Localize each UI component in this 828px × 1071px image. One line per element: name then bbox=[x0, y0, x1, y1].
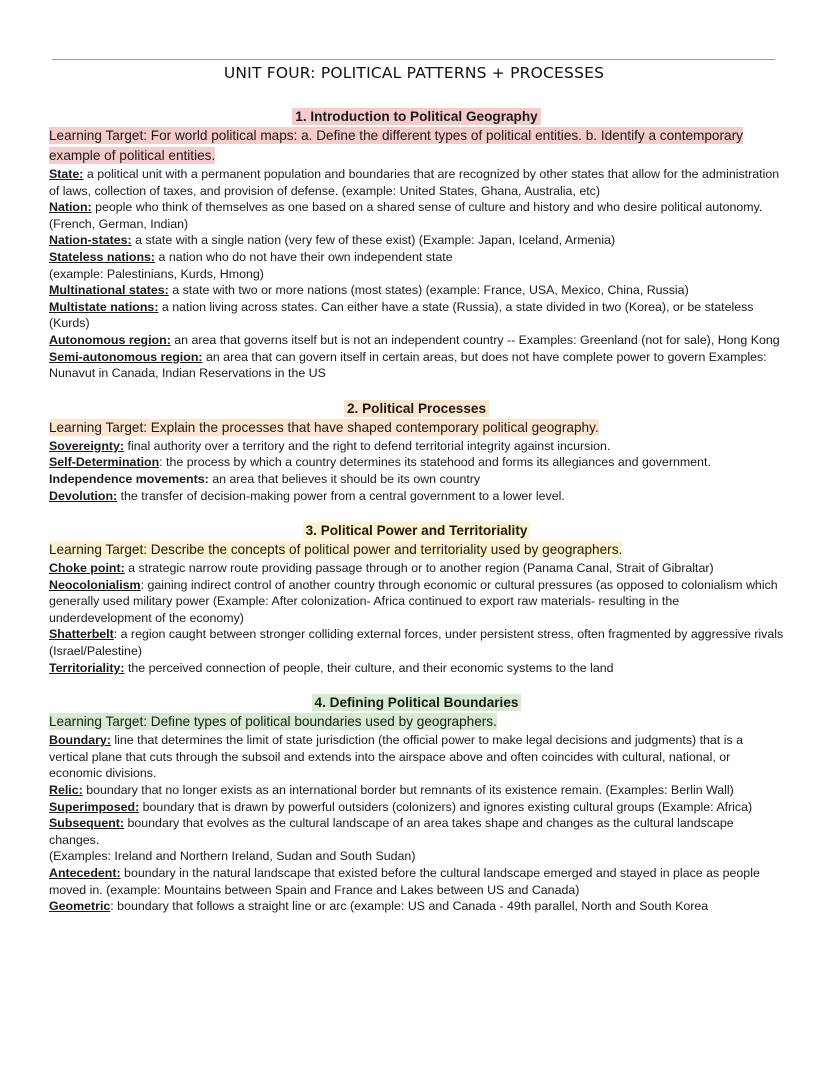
document-body bbox=[49, 107, 784, 915]
learning-target: Learning Target: For world political maps: a. Define the different types of political entities. b. Identify a contemporary example of political entities. bbox=[49, 128, 743, 163]
term: State: bbox=[49, 167, 84, 181]
definition bbox=[49, 488, 784, 505]
term: Devolution: bbox=[49, 488, 118, 503]
definition bbox=[49, 166, 784, 199]
definition-text: a state with a single nation (very few of these exist) (Example: Japan, Iceland, Armenia) bbox=[131, 233, 616, 248]
definition-text: boundary that evolves as the cultural landscape of an area takes shape and changes as the cultural landscape changes. bbox=[49, 816, 734, 847]
section-1 bbox=[49, 107, 784, 382]
definition bbox=[49, 454, 784, 471]
section-heading: 3. Political Power and Territoriality bbox=[303, 522, 531, 539]
term: Multinational states: bbox=[49, 283, 169, 298]
definition-text: a state with two or more nations (most states) (example: France, USA, Mexico, China, Russia) bbox=[168, 283, 689, 298]
section-3 bbox=[49, 521, 784, 676]
definition-text: the transfer of decision-making power from a central government to a lower level. bbox=[117, 488, 565, 503]
definition bbox=[49, 815, 784, 848]
definition bbox=[49, 249, 784, 266]
section-heading: 1. Introduction to Political Geography bbox=[292, 108, 540, 125]
definition-text: an area that can govern itself in certain areas, but does not have complete power to govern Examples: Nunavut in Canada, Indian Reservations in the US bbox=[49, 349, 767, 381]
definition-text: a strategic narrow route providing passage through or to another region (Panama Canal, Strait of Gibraltar) bbox=[124, 561, 714, 576]
term: Geometric bbox=[49, 899, 111, 914]
definition bbox=[49, 471, 784, 488]
learning-target: Learning Target: Define types of political boundaries used by geographers. bbox=[49, 714, 497, 730]
definition bbox=[49, 438, 784, 455]
section-2 bbox=[49, 399, 784, 504]
term: Self-Determination bbox=[49, 455, 160, 470]
definition-text: (Examples: Ireland and Northern Ireland, Sudan and South Sudan) bbox=[49, 849, 416, 864]
definition-text: the perceived connection of people, their culture, and their economic systems to the land bbox=[124, 660, 614, 675]
page-title: UNIT FOUR: POLITICAL PATTERNS + PROCESSES bbox=[223, 64, 605, 82]
definition bbox=[49, 232, 784, 249]
definition-text: : gaining indirect control of another country through economic or cultural pressures (as opposed to colonialism which generally used military power (Example: After colonization- Africa continued to export raw materials- resulting in the underdevelopment of the economy) bbox=[49, 577, 778, 625]
definition bbox=[49, 898, 784, 915]
section-4 bbox=[49, 693, 784, 915]
definition bbox=[49, 577, 784, 627]
learning-target: Learning Target: Explain the processes that have shaped contemporary political geography. bbox=[49, 419, 599, 435]
term: Nation: bbox=[49, 200, 92, 215]
section-heading: 4. Defining Political Boundaries bbox=[312, 694, 522, 711]
term: Relic: bbox=[49, 783, 83, 798]
definition-text: boundary in the natural landscape that existed before the cultural landscape emerged and stayed in place as people moved in. (example: Mountains between Spain and France and Lakes between US and Canada) bbox=[49, 866, 760, 897]
header-rule bbox=[52, 59, 775, 60]
learning-target: Learning Target: Describe the concepts of political power and territoriality used by geographers. bbox=[49, 542, 623, 558]
section-heading: 2. Political Processes bbox=[344, 400, 489, 417]
term: Stateless nations: bbox=[49, 249, 156, 264]
term: Multistate nations: bbox=[49, 299, 159, 314]
definition bbox=[49, 660, 784, 677]
term: Nation-states: bbox=[49, 233, 132, 248]
definition-text: an area that believes it should be its own country bbox=[208, 471, 481, 486]
definition-text: : a region caught between stronger colliding external forces, under persistent stress, often fragmented by aggressive rivals (Israel/Palestine) bbox=[49, 627, 784, 659]
term: Semi-autonomous region: bbox=[49, 349, 203, 364]
definition-text: a political unit with a permanent population and boundaries that are recognized by other states that allow for the administration of laws, collection of taxes, and provision of defense. (example: United States, Ghana, Australia, etc) bbox=[49, 167, 780, 198]
definition-text: people who think of themselves as one based on a shared sense of culture and history and who desire political autonomy. (French, German, Indian) bbox=[49, 200, 763, 231]
term: Subsequent: bbox=[49, 816, 125, 831]
definition-text: : boundary that follows a straight line or arc (example: US and Canada - 49th parallel, North and South Korea bbox=[110, 899, 709, 914]
definition bbox=[49, 560, 784, 577]
definition bbox=[49, 199, 784, 232]
definition-text: : the process by which a country determines its statehood and forms its allegiances and government. bbox=[159, 455, 711, 470]
definition bbox=[49, 626, 784, 659]
term: Autonomous region: bbox=[49, 332, 171, 347]
definition-text: an area that governs itself but is not an independent country -- Examples: Greenland (not for sale), Hong Kong bbox=[170, 332, 780, 347]
definition-continued bbox=[49, 848, 784, 865]
definition bbox=[49, 282, 784, 299]
definition-text: a nation who do not have their own independent state bbox=[155, 249, 453, 264]
definition bbox=[49, 782, 784, 799]
term: Boundary: bbox=[49, 733, 111, 748]
definition bbox=[49, 799, 784, 816]
definition-text: final authority over a territory and the right to defend territorial integrity against incursion. bbox=[124, 438, 611, 453]
term: Sovereignty: bbox=[49, 438, 125, 453]
definition-text: a nation living across states. Can either have a state (Russia), a state divided in two (Korea), or be stateless (Kurds) bbox=[49, 299, 754, 331]
term: Shatterbelt bbox=[49, 627, 114, 642]
definition-text: boundary that no longer exists as an international border but remnants of its existence remain. (Examples: Berlin Wall) bbox=[82, 783, 734, 798]
term: Independence movements: bbox=[49, 471, 209, 486]
definition bbox=[49, 332, 784, 349]
definition bbox=[49, 349, 784, 382]
definition bbox=[49, 865, 784, 898]
term: Superimposed: bbox=[49, 799, 140, 814]
term: Antecedent: bbox=[49, 866, 121, 880]
definition-text: (example: Palestinians, Kurds, Hmong) bbox=[49, 266, 264, 281]
definition-continued bbox=[49, 266, 784, 283]
definition-text: boundary that is drawn by powerful outsiders (colonizers) and ignores existing cultural groups (Example: Africa) bbox=[139, 799, 753, 814]
term: Territoriality: bbox=[49, 660, 125, 675]
definition bbox=[49, 299, 784, 332]
term: Neocolonialism bbox=[49, 577, 141, 592]
definition-text: line that determines the limit of state jurisdiction (the official power to make legal decisions and judgments) that is a vertical plane that cuts through the subsoil and extends into the airspace above and often coincides with cultural, national, or economic divisions. bbox=[49, 733, 743, 781]
term: Choke point: bbox=[49, 561, 125, 576]
definition bbox=[49, 732, 784, 782]
